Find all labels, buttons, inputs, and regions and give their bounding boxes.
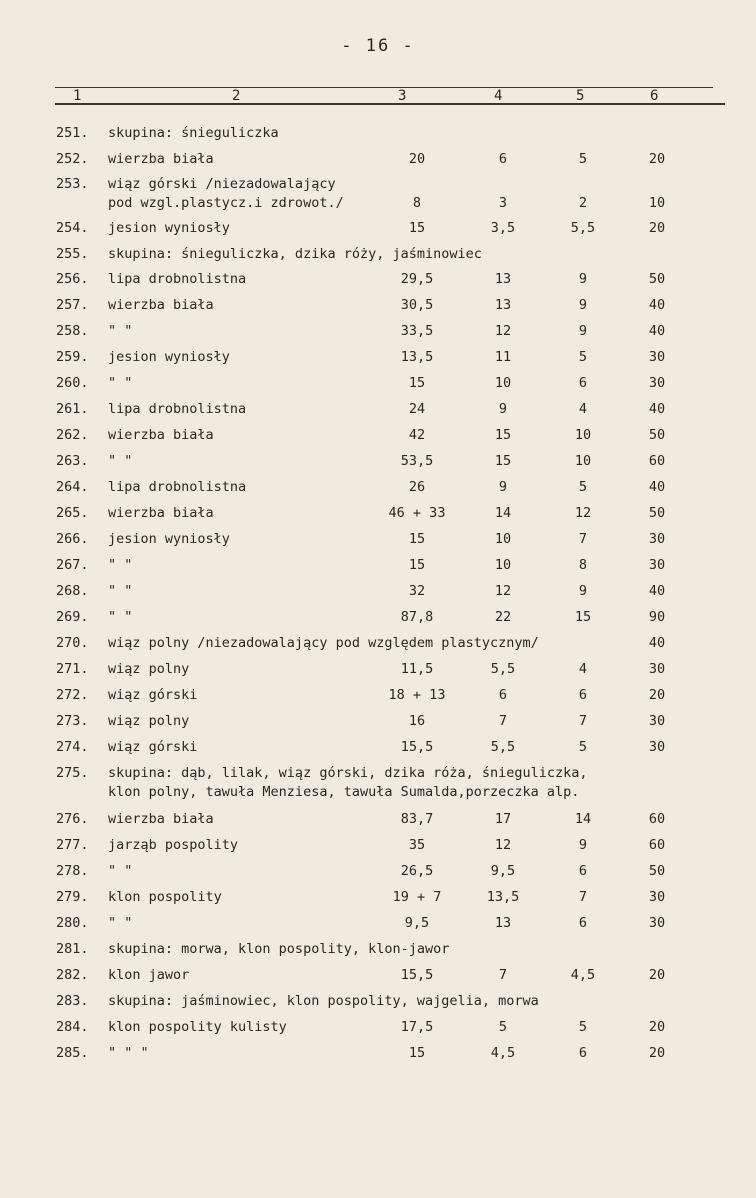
row-value-col3: 9,5 <box>404 915 430 931</box>
column-header-2: 2 <box>232 88 241 104</box>
row-value-col6: 40 <box>648 297 666 313</box>
row-value-col6: 30 <box>648 531 666 547</box>
row-number: 276. <box>56 811 89 827</box>
row-name: jesion wyniosły <box>108 349 230 365</box>
row-value-col3: 42 <box>408 427 426 443</box>
row-value-col3: 8 <box>412 195 422 211</box>
row-value-col5: 2 <box>578 195 588 211</box>
row-name: skupina: śnieguliczka, dzika róży, jaśminowiec <box>108 246 482 262</box>
row-value-col6: 40 <box>648 635 666 651</box>
row-value-col5: 15 <box>574 609 592 625</box>
row-name: skupina: dąb, lilak, wiąz górski, dzika róża, śnieguliczka, <box>108 765 588 781</box>
row-value-col5: 9 <box>578 837 588 853</box>
row-value-col3: 15 <box>408 1045 426 1061</box>
row-value-col3: 26 <box>408 479 426 495</box>
row-name: wierzba biała <box>108 151 214 167</box>
row-number: 262. <box>56 427 89 443</box>
row-value-col5: 6 <box>578 375 588 391</box>
row-number: 252. <box>56 151 89 167</box>
row-value-col3: 15 <box>408 557 426 573</box>
row-name: skupina: śnieguliczka <box>108 125 279 141</box>
row-value-col4: 14 <box>494 505 512 521</box>
row-value-col4: 10 <box>494 375 512 391</box>
page-number: - 16 - <box>341 36 415 56</box>
row-name: klon jawor <box>108 967 190 983</box>
row-value-col5: 8 <box>578 557 588 573</box>
row-name: klon pospolity <box>108 889 222 905</box>
row-value-col6: 30 <box>648 375 666 391</box>
row-value-col3: 53,5 <box>400 453 434 469</box>
row-value-col6: 50 <box>648 863 666 879</box>
row-value-col6: 10 <box>648 195 666 211</box>
header-rule-top <box>55 87 713 88</box>
row-value-col6: 20 <box>648 687 666 703</box>
row-value-col5: 5 <box>578 739 588 755</box>
row-value-col5: 5 <box>578 479 588 495</box>
row-number: 263. <box>56 453 89 469</box>
row-value-col6: 40 <box>648 583 666 599</box>
row-value-col4: 12 <box>494 837 512 853</box>
row-value-col3: 15 <box>408 220 426 236</box>
row-value-col4: 10 <box>494 531 512 547</box>
row-value-col4: 4,5 <box>490 1045 516 1061</box>
row-name: jesion wyniosły <box>108 531 230 547</box>
row-value-col5: 12 <box>574 505 592 521</box>
row-number: 281. <box>56 941 89 957</box>
row-value-col5: 5,5 <box>570 220 596 236</box>
row-name: " " <box>108 557 133 573</box>
row-value-col5: 7 <box>578 889 588 905</box>
row-name: wierzba biała <box>108 427 214 443</box>
row-value-col4: 3 <box>498 195 508 211</box>
row-value-col5: 6 <box>578 1045 588 1061</box>
row-number: 260. <box>56 375 89 391</box>
row-name: jarząb pospolity <box>108 837 239 853</box>
row-value-col3: 30,5 <box>400 297 434 313</box>
row-value-col3: 15,5 <box>400 967 434 983</box>
row-number: 256. <box>56 271 89 287</box>
row-name: skupina: jaśminowiec, klon pospolity, wajgelia, morwa <box>108 993 539 1009</box>
row-value-col3: 83,7 <box>400 811 434 827</box>
row-name: wiąz górski <box>108 687 198 703</box>
row-value-col5: 9 <box>578 583 588 599</box>
row-value-col4: 7 <box>498 713 508 729</box>
row-name: " " <box>108 915 133 931</box>
row-value-col4: 9 <box>498 401 508 417</box>
row-value-col4: 3,5 <box>490 220 516 236</box>
row-value-col5: 7 <box>578 713 588 729</box>
header-rule-bottom <box>55 103 725 105</box>
row-value-col6: 20 <box>648 220 666 236</box>
row-value-col4: 17 <box>494 811 512 827</box>
row-name: wiąz polny <box>108 661 190 677</box>
column-header-3: 3 <box>398 88 407 104</box>
row-value-col4: 5,5 <box>490 739 516 755</box>
row-value-col5: 5 <box>578 151 588 167</box>
row-number: 272. <box>56 687 89 703</box>
row-number: 251. <box>56 125 89 141</box>
row-value-col3: 35 <box>408 837 426 853</box>
row-value-col6: 20 <box>648 151 666 167</box>
row-value-col5: 14 <box>574 811 592 827</box>
row-value-col3: 16 <box>408 713 426 729</box>
row-value-col6: 40 <box>648 323 666 339</box>
row-number: 259. <box>56 349 89 365</box>
row-value-col6: 60 <box>648 453 666 469</box>
row-value-col4: 6 <box>498 687 508 703</box>
row-name: wierzba biała <box>108 505 214 521</box>
row-value-col5: 10 <box>574 427 592 443</box>
row-name-continued: klon polny, tawuła Menziesa, tawuła Sumalda,porzeczka alp. <box>108 784 580 800</box>
row-value-col5: 9 <box>578 271 588 287</box>
row-name-continued: pod wzgl.plastycz.i zdrowot./ <box>108 195 344 211</box>
row-name: " " <box>108 863 133 879</box>
row-number: 278. <box>56 863 89 879</box>
row-value-col3: 29,5 <box>400 271 434 287</box>
row-value-col6: 20 <box>648 1045 666 1061</box>
row-value-col6: 30 <box>648 349 666 365</box>
row-value-col6: 90 <box>648 609 666 625</box>
row-value-col6: 40 <box>648 401 666 417</box>
row-value-col4: 9 <box>498 479 508 495</box>
row-name: wiąz polny /niezadowalający pod względem plastycznym/ <box>108 635 539 651</box>
row-number: 270. <box>56 635 89 651</box>
row-value-col5: 4 <box>578 661 588 677</box>
row-value-col6: 60 <box>648 837 666 853</box>
row-value-col3: 33,5 <box>400 323 434 339</box>
column-header-5: 5 <box>576 88 585 104</box>
row-value-col5: 5 <box>578 1019 588 1035</box>
row-value-col4: 12 <box>494 583 512 599</box>
row-number: 258. <box>56 323 89 339</box>
row-name: " " " <box>108 1045 149 1061</box>
row-name: lipa drobnolistna <box>108 479 247 495</box>
row-name: wiąz górski /niezadowalający <box>108 176 336 192</box>
row-number: 265. <box>56 505 89 521</box>
row-value-col4: 15 <box>494 453 512 469</box>
row-value-col4: 5 <box>498 1019 508 1035</box>
row-value-col3: 17,5 <box>400 1019 434 1035</box>
row-value-col6: 30 <box>648 889 666 905</box>
row-value-col4: 13 <box>494 915 512 931</box>
row-value-col6: 50 <box>648 271 666 287</box>
row-value-col5: 9 <box>578 297 588 313</box>
row-value-col5: 9 <box>578 323 588 339</box>
row-value-col3: 19 + 7 <box>392 889 442 905</box>
row-value-col6: 30 <box>648 915 666 931</box>
row-value-col3: 15 <box>408 531 426 547</box>
row-name: wiąz górski <box>108 739 198 755</box>
row-value-col5: 6 <box>578 915 588 931</box>
row-number: 271. <box>56 661 89 677</box>
row-value-col3: 46 + 33 <box>388 505 446 521</box>
row-number: 266. <box>56 531 89 547</box>
row-value-col5: 4,5 <box>570 967 596 983</box>
row-value-col6: 30 <box>648 713 666 729</box>
row-value-col3: 15,5 <box>400 739 434 755</box>
column-header-4: 4 <box>494 88 503 104</box>
column-header-1: 1 <box>73 88 82 104</box>
row-value-col4: 22 <box>494 609 512 625</box>
row-number: 279. <box>56 889 89 905</box>
row-number: 253. <box>56 176 89 192</box>
row-value-col5: 4 <box>578 401 588 417</box>
row-value-col6: 20 <box>648 967 666 983</box>
row-value-col4: 15 <box>494 427 512 443</box>
row-name: " " <box>108 609 133 625</box>
row-value-col5: 7 <box>578 531 588 547</box>
row-name: wierzba biała <box>108 811 214 827</box>
row-value-col5: 6 <box>578 863 588 879</box>
row-value-col3: 32 <box>408 583 426 599</box>
row-name: lipa drobnolistna <box>108 401 247 417</box>
row-name: " " <box>108 323 133 339</box>
row-number: 274. <box>56 739 89 755</box>
row-number: 284. <box>56 1019 89 1035</box>
row-name: wierzba biała <box>108 297 214 313</box>
row-number: 268. <box>56 583 89 599</box>
row-value-col4: 5,5 <box>490 661 516 677</box>
row-value-col4: 6 <box>498 151 508 167</box>
row-value-col3: 24 <box>408 401 426 417</box>
row-name: skupina: morwa, klon pospolity, klon-jawor <box>108 941 450 957</box>
row-value-col6: 30 <box>648 661 666 677</box>
row-value-col6: 50 <box>648 505 666 521</box>
row-value-col6: 30 <box>648 557 666 573</box>
row-number: 285. <box>56 1045 89 1061</box>
row-number: 257. <box>56 297 89 313</box>
row-name: " " <box>108 375 133 391</box>
row-value-col4: 9,5 <box>490 863 516 879</box>
row-name: " " <box>108 453 133 469</box>
row-value-col4: 13 <box>494 297 512 313</box>
row-number: 282. <box>56 967 89 983</box>
row-number: 254. <box>56 220 89 236</box>
row-value-col4: 11 <box>494 349 512 365</box>
row-value-col6: 50 <box>648 427 666 443</box>
row-value-col4: 13,5 <box>486 889 520 905</box>
row-value-col3: 20 <box>408 151 426 167</box>
row-name: lipa drobnolistna <box>108 271 247 287</box>
row-name: klon pospolity kulisty <box>108 1019 287 1035</box>
row-name: jesion wyniosły <box>108 220 230 236</box>
row-number: 267. <box>56 557 89 573</box>
row-value-col5: 6 <box>578 687 588 703</box>
row-number: 261. <box>56 401 89 417</box>
row-value-col5: 10 <box>574 453 592 469</box>
row-name: " " <box>108 583 133 599</box>
row-value-col4: 10 <box>494 557 512 573</box>
row-value-col3: 26,5 <box>400 863 434 879</box>
row-name: wiąz polny <box>108 713 190 729</box>
row-value-col3: 13,5 <box>400 349 434 365</box>
row-value-col4: 13 <box>494 271 512 287</box>
row-value-col4: 12 <box>494 323 512 339</box>
row-value-col3: 15 <box>408 375 426 391</box>
row-value-col6: 60 <box>648 811 666 827</box>
row-number: 273. <box>56 713 89 729</box>
row-number: 255. <box>56 246 89 262</box>
row-value-col3: 18 + 13 <box>388 687 446 703</box>
row-number: 269. <box>56 609 89 625</box>
row-number: 277. <box>56 837 89 853</box>
row-value-col6: 40 <box>648 479 666 495</box>
row-number: 275. <box>56 765 89 781</box>
row-value-col6: 30 <box>648 739 666 755</box>
row-number: 280. <box>56 915 89 931</box>
row-value-col4: 7 <box>498 967 508 983</box>
row-value-col6: 20 <box>648 1019 666 1035</box>
row-number: 283. <box>56 993 89 1009</box>
column-header-6: 6 <box>650 88 659 104</box>
row-value-col3: 87,8 <box>400 609 434 625</box>
row-value-col3: 11,5 <box>400 661 434 677</box>
row-number: 264. <box>56 479 89 495</box>
row-value-col5: 5 <box>578 349 588 365</box>
